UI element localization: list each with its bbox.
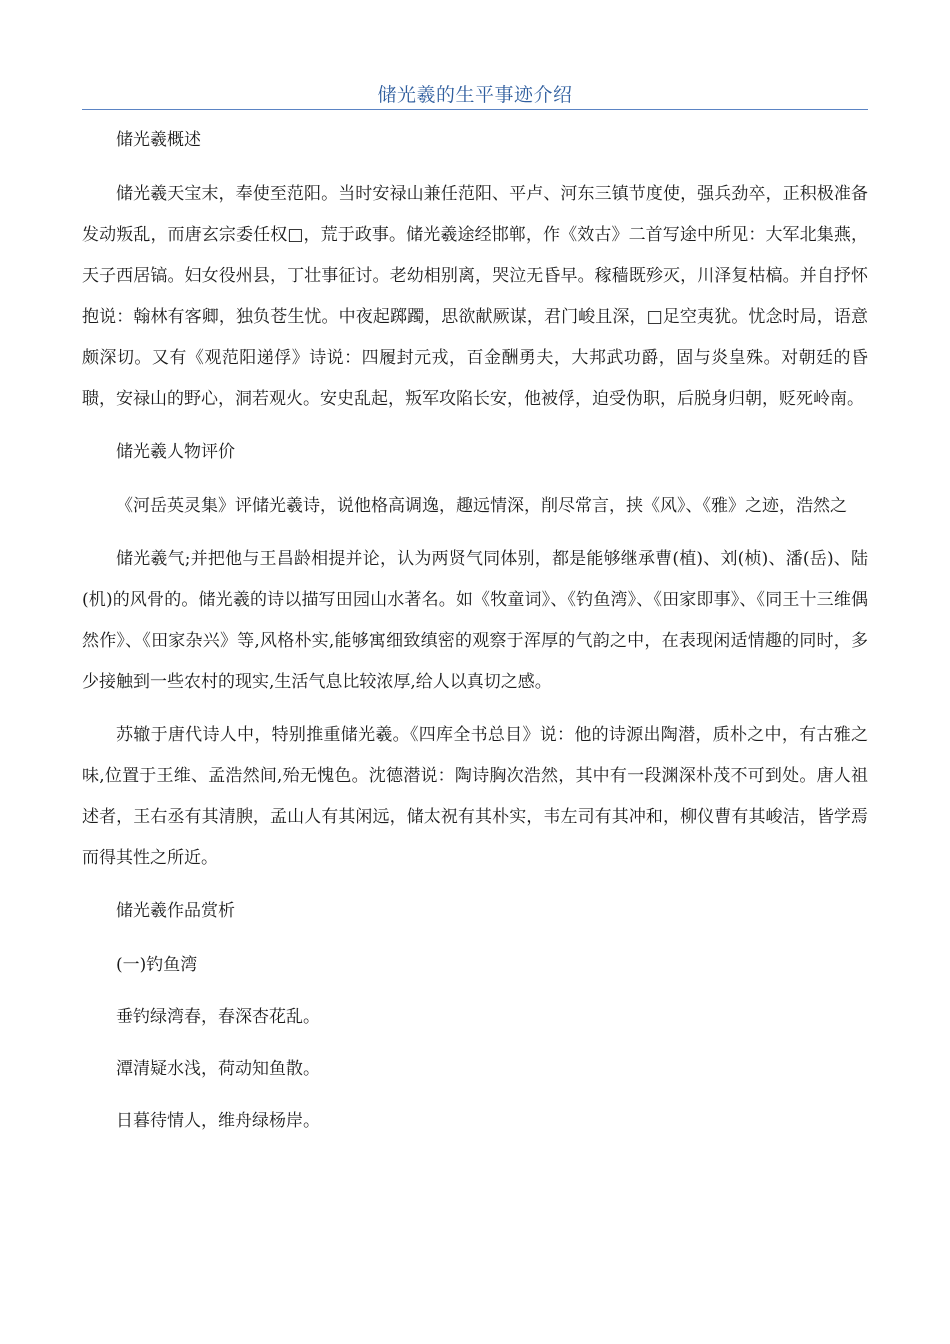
title-underline — [82, 109, 868, 110]
document-title: 储光羲的生平事迹介绍 — [377, 84, 573, 106]
evaluation-paragraph-3: 苏辙于唐代诗人中，特别推重储光羲。《四库全书总目》说：他的诗源出陶潜，质朴之中，有古雅之味,位置于王维、孟浩然间,殆无愧色。沈德潜说：陶诗胸次浩然，其中有一段渊深朴茂不可到处。唐人祖述者，王右丞有其清腴，孟山人有其闲远，储太祝有其朴实，韦左司有其冲和，柳仪曹有其峻洁，皆学焉而得其性之所近。 — [82, 725, 868, 868]
document-body — [82, 120, 868, 1153]
evaluation-paragraph-2: 储光羲气;并把他与王昌龄相提并论，认为两贤气同体别，都是能够继承曹(植)、刘(桢)、潘(岳)、陆(机)的风骨的。储光羲的诗以描写田园山水著名。如《牧童词》、《钓鱼湾》、《田家即事》、《同王十三维偶然作》、《田家杂兴》等,风格朴实,能够寓细致缜密的观察于浑厚的气韵之中，在表现闲适情趣的同时，多少接触到一些农村的现实,生活气息比较浓厚,给人以真切之感。 — [82, 549, 868, 692]
poem-line: 垂钓绿湾春，春深杏花乱。 — [116, 1007, 320, 1027]
section-heading-overview: 储光羲概述 — [116, 130, 201, 150]
section-heading-appreciation: 储光羲作品赏析 — [116, 901, 235, 921]
poem-line: 日暮待情人，维舟绿杨岸。 — [116, 1111, 320, 1131]
evaluation-paragraph-1: 《河岳英灵集》评储光羲诗，说他格高调逸，趣远情深，削尽常言，挟《风》、《雅》之迹，浩然之 — [116, 496, 847, 516]
poem-title: (一)钓鱼湾 — [116, 955, 198, 975]
section-heading-evaluation: 储光羲人物评价 — [116, 442, 235, 462]
poem-line: 潭清疑水浅，荷动知鱼散。 — [116, 1059, 320, 1079]
overview-paragraph: 储光羲天宝末，奉使至范阳。当时安禄山兼任范阳、平卢、河东三镇节度使，强兵劲卒，正积极准备发动叛乱，而唐玄宗委任权□，荒于政事。储光羲途经邯郸，作《效古》二首写途中所见：大军北集燕，天子西居镐。妇女役州县，丁壮事征讨。老幼相别离，哭泣无昏早。稼穑既殄灭，川泽复枯槁。并自抒怀抱说：翰林有客卿，独负苍生忧。中夜起踯躅，思欲献厥谋，君门峻且深，□足空夷犹。忧念时局，语意颇深切。又有《观范阳递俘》诗说：四履封元戎，百金酬勇夫，大邦武功爵，固与炎皇殊。对朝廷的昏聩，安禄山的野心，洞若观火。安史乱起，叛军攻陷长安，他被俘，迫受伪职，后脱身归朝，贬死岭南。 — [82, 184, 868, 409]
